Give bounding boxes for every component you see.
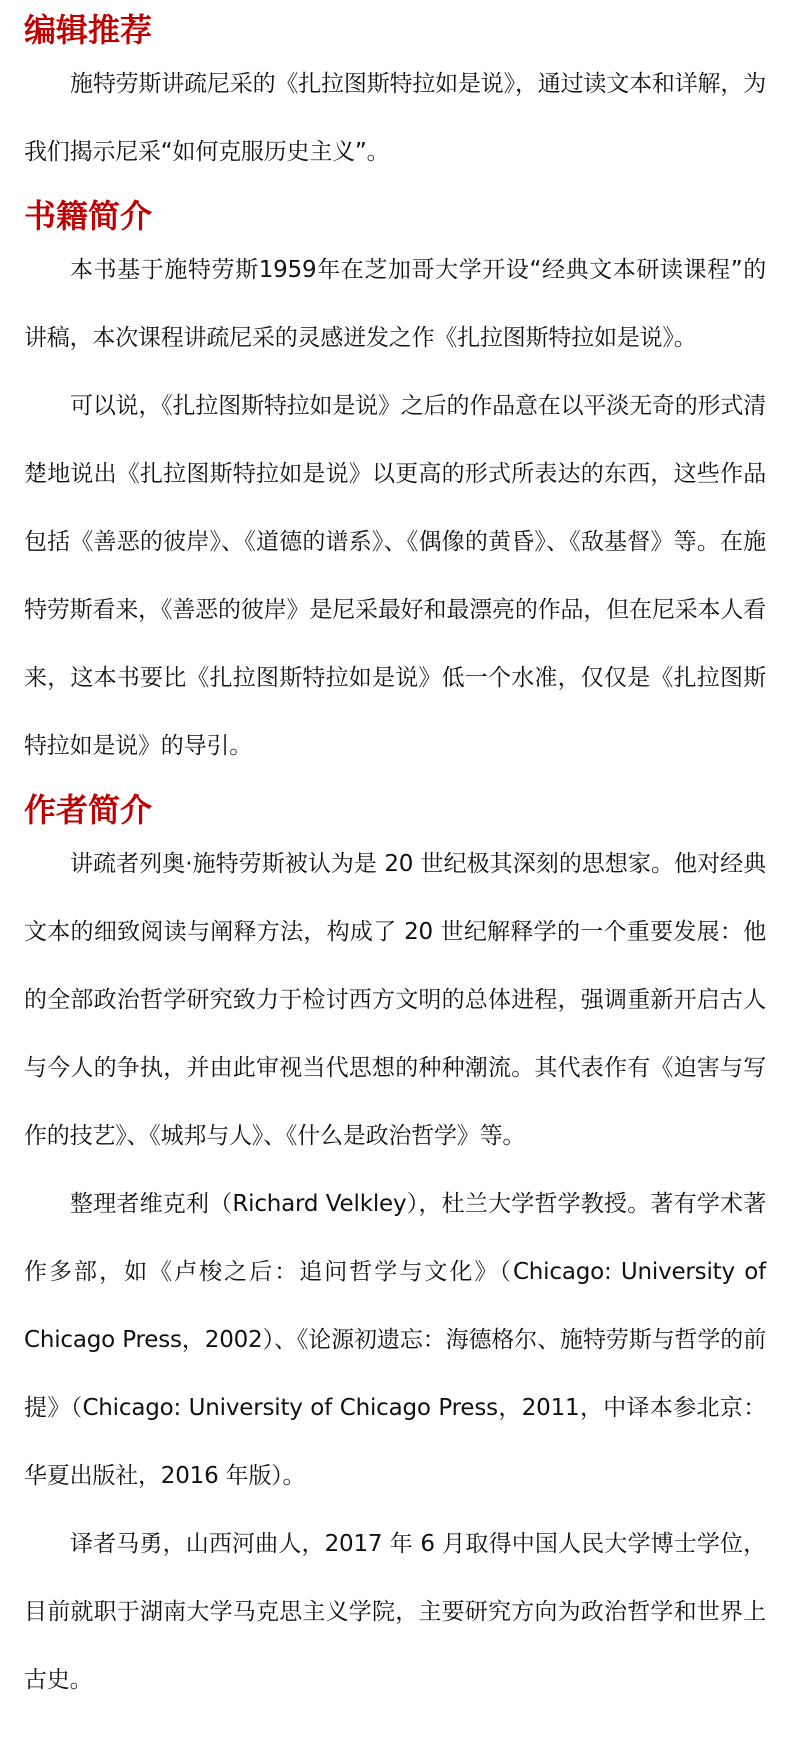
paragraph: 讲疏者列奥·施特劳斯被认为是 20 世纪极其深刻的思想家。他对经典文本的细致阅读与阐释方法，构成了 20 世纪解释学的一个重要发展：他的全部政治哲学研究致力于检讨西方文明的总体进程，强调重新开启古人与今人的争执，并由此审视当代思想的种种潮流。其代表作有《迫害与写作的技艺》、《城邦与人》、《什么是政治哲学》等。 [24, 851, 766, 1149]
paragraph: 译者马勇，山西河曲人，2017 年 6 月取得中国人民大学博士学位，目前就职于湖南大学马克思主义学院，主要研究方向为政治哲学和世界上古史。 [24, 1531, 766, 1693]
author-intro-section [24, 780, 766, 1714]
section-heading: 编辑推荐 [24, 11, 153, 49]
paragraph: 整理者维克利（Richard Velkley），杜兰大学哲学教授。著有学术著作多部，如《卢梭之后：追问哲学与文化》（Chicago: University of Chicago Press，2002）、《论源初遗忘：海德格尔、施特劳斯与哲学的前提》（Chicago: University of Chicago Press，2011，中译本参北京：华夏出版社，2016 年版）。 [24, 1191, 766, 1489]
book-summary-section [24, 186, 766, 780]
section-heading: 作者简介 [24, 791, 153, 829]
paragraph: 可以说，《扎拉图斯特拉如是说》之后的作品意在以平淡无奇的形式清楚地说出《扎拉图斯特拉如是说》以更高的形式所表达的东西，这些作品包括《善恶的彼岸》、《道德的谱系》、《偶像的黄昏》、《敌基督》等。在施特劳斯看来，《善恶的彼岸》是尼采最好和最漂亮的作品，但在尼采本人看来，这本书要比《扎拉图斯特拉如是说》低一个水准，仅仅是《扎拉图斯特拉如是说》的导引。 [24, 393, 766, 759]
paragraph: 施特劳斯讲疏尼采的《扎拉图斯特拉如是说》，通过读文本和详解，为我们揭示尼采“如何克服历史主义”。 [24, 71, 766, 165]
paragraph: 本书基于施特劳斯1959年在芝加哥大学开设“经典文本研读课程”的讲稿，本次课程讲疏尼采的灵感迸发之作《扎拉图斯特拉如是说》。 [24, 257, 766, 351]
section-heading: 书籍简介 [24, 197, 153, 235]
editor-recommendation-section [24, 0, 766, 186]
